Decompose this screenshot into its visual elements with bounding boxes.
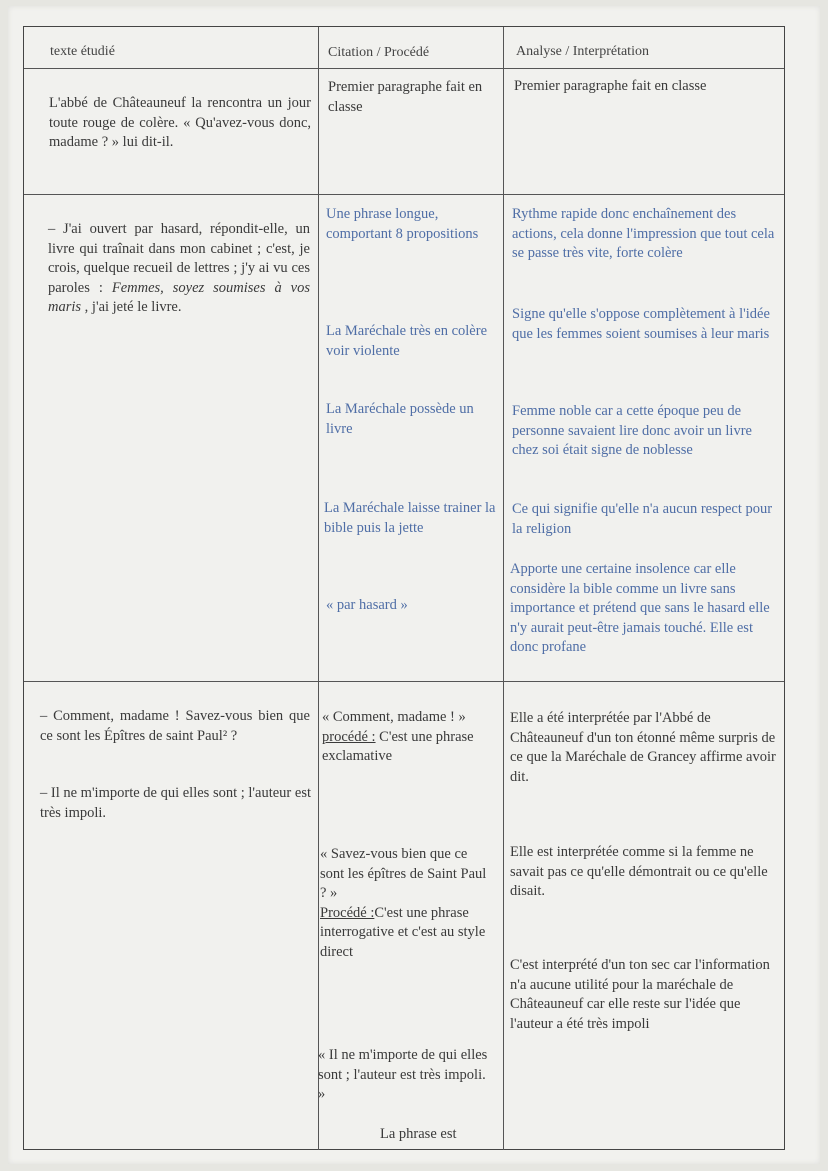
row3-citation-2-text: C'est une phrase interrogative et c'est au style direct	[320, 904, 486, 960]
row2-citation-3: La Maréchale possède un livre	[326, 401, 474, 437]
row2-analyse-5: Apporte une certaine insolence car elle considère la bible comme un livre sans importance et prétend que sans le hasard elle n'y aurait peut-être jamais touché. Elle est donc profane	[510, 561, 770, 655]
row2-text-italic: Femmes, soyez soumises à vos maris	[48, 279, 310, 315]
row2-divider	[24, 681, 784, 682]
row3-text-1: – Comment, madame ! Savez-vous bien que ce sont les Épîtres de saint Paul² ?	[40, 708, 310, 744]
row3-text-2: – Il ne m'importe de qui elles sont ; l'auteur est très impoli.	[40, 785, 311, 821]
row3-citation-3: « Il ne m'importe de qui elles sont ; l'auteur est très impoli. »	[318, 1047, 488, 1102]
row3-citation-2	[320, 845, 494, 962]
row3-analyse-1: Elle a été interprétée par l'Abbé de Châteauneuf d'un ton étonné même surpris de ce que la Maréchale de Grancey affirme avoir dit.	[510, 710, 776, 785]
row2-citation-5: « par hasard »	[326, 597, 408, 613]
row3-citation-tail: La phrase est	[380, 1126, 457, 1142]
column-divider-2	[503, 27, 504, 1150]
row3-citation-1-text: C'est une phrase exclamative	[322, 728, 474, 764]
procede-label-1: procédé :	[322, 728, 376, 745]
row3-analyse-2: Elle est interprétée comme si la femme ne savait pas ce qu'elle démontrait ou ce qu'elle disait.	[510, 844, 768, 899]
column-divider-1	[318, 27, 319, 1150]
header-analyse: Analyse / Interprétation	[516, 44, 649, 59]
row2-text-start: – J'ai ouvert par hasard, répondit-elle, un livre qui traînait dans mon cabinet ; c'est, je crois, quelque recueil de lettres ; j'y ai vu ces paroles :	[48, 221, 310, 296]
procede-label-2: Procédé :	[320, 904, 375, 921]
row1-divider	[24, 194, 784, 195]
row2-text-end: , j'ai jeté le livre.	[81, 299, 182, 315]
row2-analyse-1: Rythme rapide donc enchaînement des actions, cela donne l'impression que tout cela se passe très vite, forte colère	[512, 206, 775, 261]
row3-citation-1	[322, 708, 498, 767]
row1-citation: Premier paragraphe fait en classe	[328, 79, 483, 115]
row2-citation-4: La Maréchale laisse trainer la bible puis la jette	[324, 500, 496, 536]
row2-citation-2: La Maréchale très en colère voir violente	[326, 323, 488, 359]
row3-citation-2-quote: « Savez-vous bien que ce sont les épîtres de Saint Paul ? »	[320, 846, 487, 901]
row3-analyse-3: C'est interprété d'un ton sec car l'information n'a aucune utilité pour la maréchale de Châteauneuf car elle reste sur l'idée que l'auteur a été très impoli	[510, 957, 770, 1032]
header-texte-etudie: texte étudié	[50, 44, 115, 59]
header-divider	[24, 68, 784, 69]
header-citation: Citation / Procédé	[328, 45, 430, 60]
row2-analyse-4: Ce qui signifie qu'elle n'a aucun respect pour la religion	[512, 501, 773, 537]
row2-analyse-3: Femme noble car a cette époque peu de personne savaient lire donc avoir un livre chez soi était signe de noblesse	[512, 403, 752, 458]
row2-text	[48, 220, 310, 318]
row1-analyse: Premier paragraphe fait en classe	[514, 78, 707, 94]
row2-citation-1: Une phrase longue, comportant 8 propositions	[326, 206, 479, 242]
row2-analyse-2: Signe qu'elle s'oppose complètement à l'idée que les femmes soient soumises à leur maris	[512, 306, 770, 342]
row3-citation-1-quote: « Comment, madame ! »	[322, 709, 466, 725]
row1-text: L'abbé de Châteauneuf la rencontra un jour toute rouge de colère. « Qu'avez-vous donc, madame ? » lui dit-il.	[49, 95, 311, 150]
